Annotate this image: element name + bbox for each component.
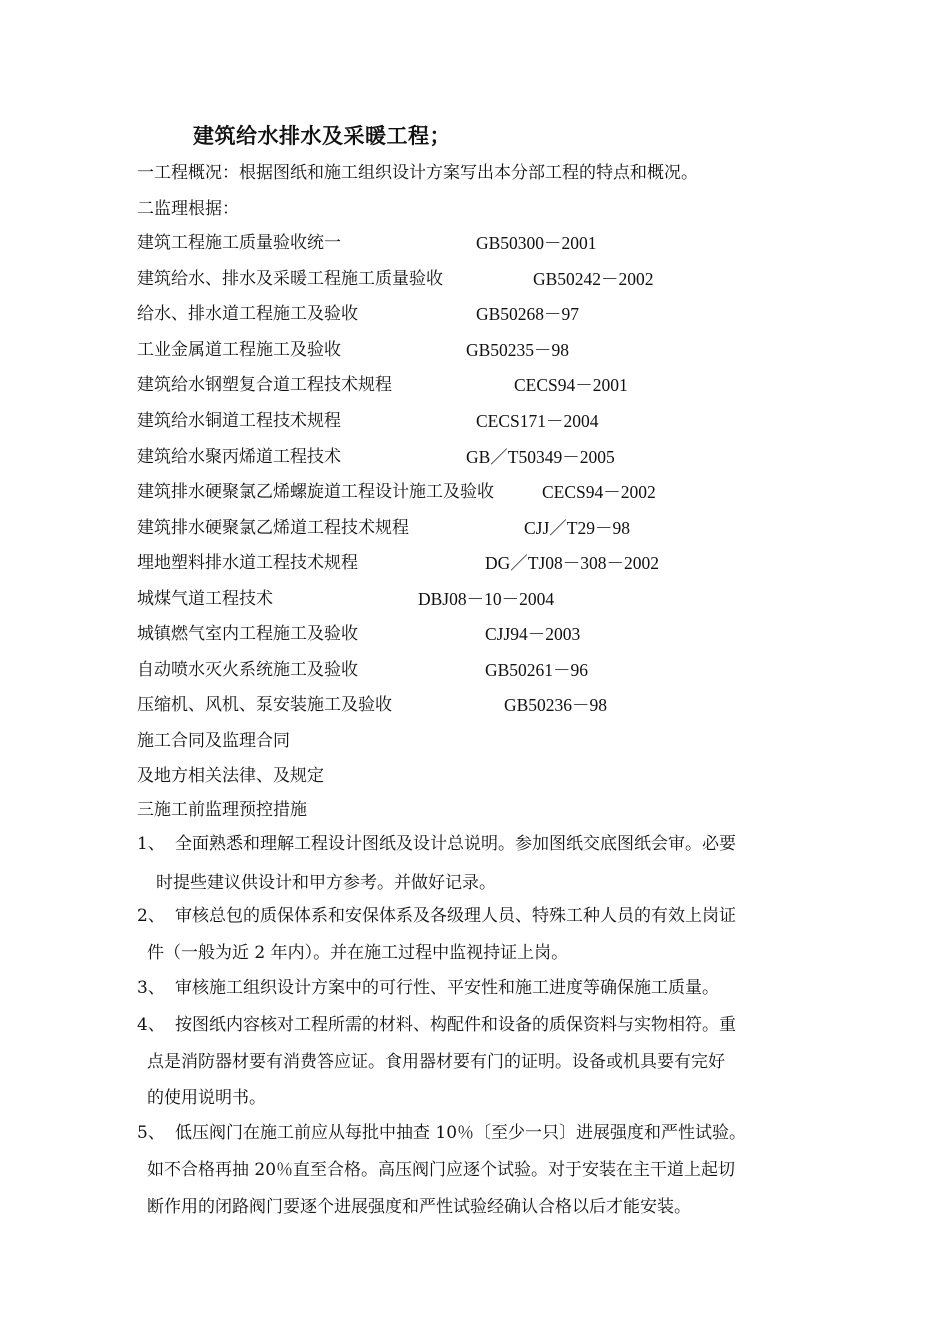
measure-item <box>137 832 736 856</box>
measure-text-continued: 时提些建议供设计和甲方参考。并做好记录。 <box>156 873 496 893</box>
measure-text: 审核施工组织设计方案中的可行性、平安性和施工进度等确保施工质量。 <box>175 978 719 998</box>
measure-text-continued: 件（一般为近 2 年内）。并在施工过程中监视持证上岗。 <box>147 943 569 963</box>
standard-row <box>137 231 837 255</box>
measure-item <box>137 976 719 1000</box>
measure-text-continued: 断作用的闭路阀门要逐个进展强度和严性试验经确认合格以后才能安装。 <box>147 1197 691 1217</box>
measure-text: 按图纸内容核对工程所需的材料、构配件和设备的质保资料与实物相符。重 <box>175 1015 736 1035</box>
standard-name: 建筑给水铜道工程技术规程 <box>137 411 341 431</box>
measure-item <box>137 1013 736 1037</box>
measures-heading: 三施工前监理预控措施 <box>137 800 307 820</box>
standard-code: GB50300－2001 <box>476 233 597 253</box>
standard-code: CECS94－2001 <box>514 375 628 395</box>
standard-code: GB／T50349－2005 <box>466 447 615 467</box>
standard-row <box>137 587 837 611</box>
standard-row <box>137 693 837 717</box>
standard-name: 给水、排水道工程施工及验收 <box>137 304 358 324</box>
basis-heading: 二监理根据： <box>137 199 239 219</box>
standard-code: GB50242－2002 <box>533 269 654 289</box>
measure-text-continued: 如不合格再抽 20％直至合格。高压阀门应逐个试验。对于安装在主干道上起切 <box>147 1160 736 1180</box>
standard-row <box>137 338 837 362</box>
standard-name: 自动喷水灭火系统施工及验收 <box>137 660 358 680</box>
standard-row <box>137 480 837 504</box>
standard-row <box>137 516 837 540</box>
measure-item <box>137 1121 746 1145</box>
standard-name: 建筑工程施工质量验收统一 <box>137 233 341 253</box>
standard-name: 建筑排水硬聚氯乙烯道工程技术规程 <box>137 518 409 538</box>
standard-name: 建筑排水硬聚氯乙烯螺旋道工程设计施工及验收 <box>137 482 494 502</box>
standard-code: GB50268－97 <box>476 304 580 324</box>
standard-row <box>137 373 837 397</box>
measure-number: 5、 <box>137 1123 165 1143</box>
standard-code: CJJ94－2003 <box>485 624 581 644</box>
measure-item <box>137 904 736 928</box>
standard-row <box>137 551 837 575</box>
standard-name: 工业金属道工程施工及验收 <box>137 340 341 360</box>
measure-text: 全面熟悉和理解工程设计图纸及设计总说明。参加图纸交底图纸会审。必要 <box>175 834 736 854</box>
measure-text-continued: 点是消防器材要有消费答应证。食用器材要有门的证明。设备或机具要有完好 <box>147 1052 725 1072</box>
extra-basis-item: 施工合同及监理合同 <box>137 731 290 751</box>
standard-name: 压缩机、风机、泵安装施工及验收 <box>137 695 392 715</box>
measure-text: 审核总包的质保体系和安保体系及各级理人员、特殊工种人员的有效上岗证 <box>175 906 736 926</box>
measure-number: 3、 <box>137 978 165 998</box>
measure-text: 低压阀门在施工前应从每批中抽查 10％〔至少一只〕进展强度和严性试验。 <box>175 1123 747 1143</box>
standard-name: 建筑给水聚丙烯道工程技术 <box>137 447 341 467</box>
measure-number: 4、 <box>137 1015 165 1035</box>
standard-name: 城煤气道工程技术 <box>137 589 273 609</box>
measure-number: 2、 <box>137 906 165 926</box>
extra-basis-item: 及地方相关法律、及规定 <box>137 766 324 786</box>
document-title: 建筑给水排水及采暖工程； <box>193 124 451 148</box>
standard-name: 城镇燃气室内工程施工及验收 <box>137 624 358 644</box>
standard-code: GB50236－98 <box>504 695 608 715</box>
standard-name: 建筑给水钢塑复合道工程技术规程 <box>137 375 392 395</box>
standard-row <box>137 409 837 433</box>
standard-code: CECS94－2002 <box>542 482 656 502</box>
standard-row <box>137 658 837 682</box>
overview-paragraph: 一工程概况：根据图纸和施工组织设计方案写出本分部工程的特点和概况。 <box>137 163 698 183</box>
standard-code: CJJ／T29－98 <box>524 518 630 538</box>
standard-row <box>137 302 837 326</box>
standard-code: CECS171－2004 <box>476 411 599 431</box>
measure-text-continued: 的使用说明书。 <box>147 1088 266 1108</box>
standard-row <box>137 267 837 291</box>
standard-code: DBJ08－10－2004 <box>418 589 555 609</box>
standard-code: DG／TJ08－308－2002 <box>485 553 660 573</box>
standard-name: 埋地塑料排水道工程技术规程 <box>137 553 358 573</box>
measure-number: 1、 <box>137 834 165 854</box>
standard-row <box>137 622 837 646</box>
standard-code: GB50235－98 <box>466 340 570 360</box>
standard-code: GB50261－96 <box>485 660 589 680</box>
standard-row <box>137 445 837 469</box>
standard-name: 建筑给水、排水及采暖工程施工质量验收 <box>137 269 443 289</box>
